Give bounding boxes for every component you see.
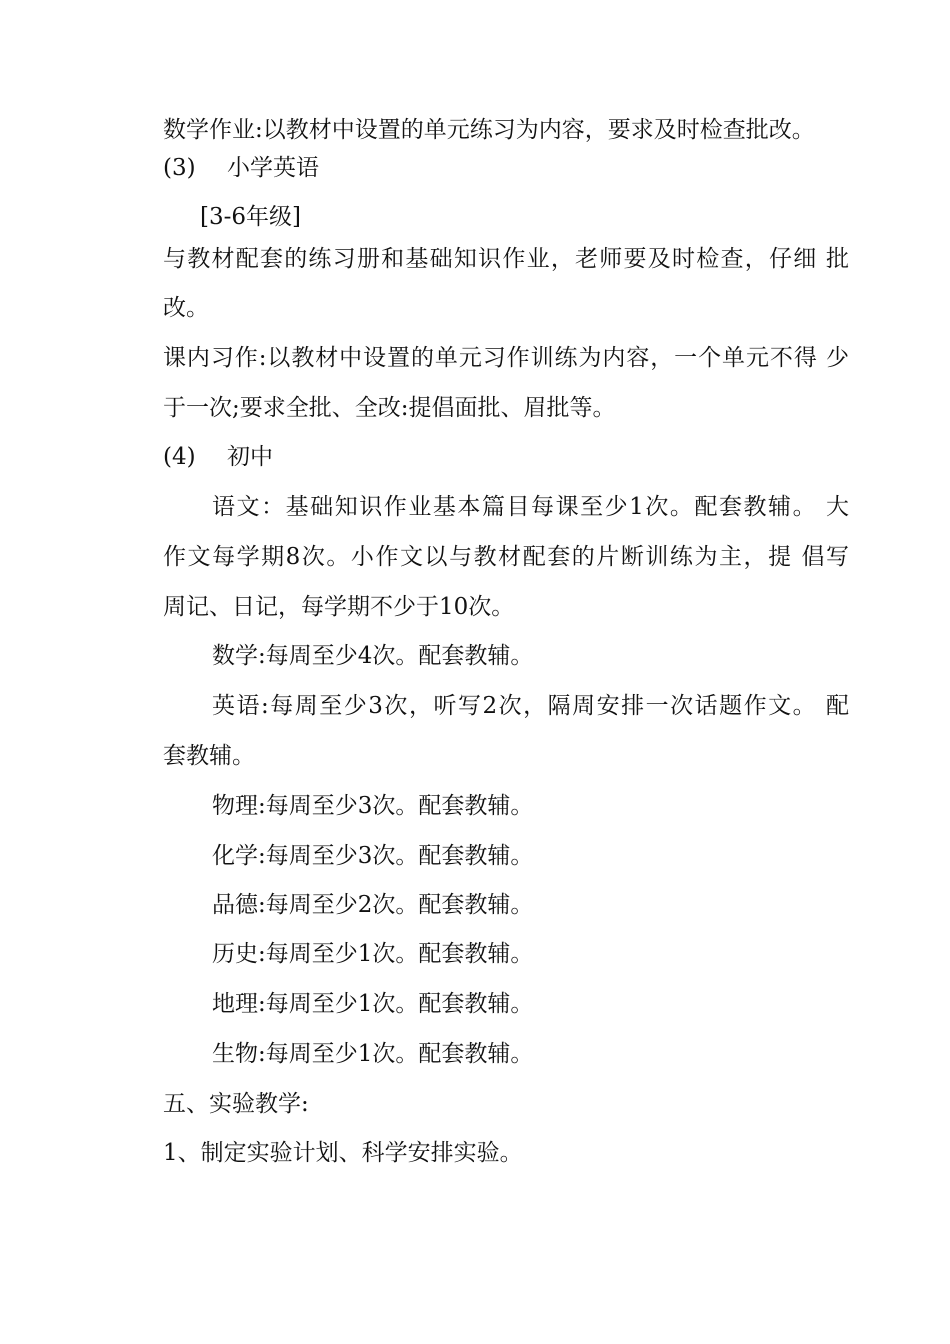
chinese-paragraph-line-1: 语文：基础知识作业基本篇目每课至少1次。配套教辅。 大 xyxy=(212,494,849,520)
geography-line: 地理:每周至少1次。配套教辅。 xyxy=(212,991,534,1017)
section-3-heading xyxy=(163,154,319,182)
essay-paragraph-line-1: 课内习作:以教材中设置的单元习作训练为内容，一个单元不得 少 xyxy=(163,345,849,371)
section-3-title: 小学英语 xyxy=(227,155,319,181)
section-4-title: 初中 xyxy=(227,444,273,470)
morality-line: 品德:每周至少2次。配套教辅。 xyxy=(212,892,534,918)
section-4-number: (4) xyxy=(163,444,196,470)
chinese-paragraph-line-3: 周记、日记，每学期不少于10次。 xyxy=(163,594,515,620)
grade-range: [3-6年级] xyxy=(200,204,301,230)
workbook-paragraph-line-1: 与教材配套的练习册和基础知识作业，老师要及时检查，仔细 批 xyxy=(163,246,849,272)
history-line: 历史:每周至少1次。配套教辅。 xyxy=(212,941,534,967)
math-line: 数学:每周至少4次。配套教辅。 xyxy=(212,643,534,669)
english-paragraph-line-1: 英语:每周至少3次，听写2次，隔周安排一次话题作文。 配 xyxy=(212,693,849,719)
workbook-paragraph-line-2: 改。 xyxy=(163,295,209,321)
math-homework-line: 数学作业:以教材中设置的单元练习为内容，要求及时检查批改。 xyxy=(163,117,815,143)
physics-line: 物理:每周至少3次。配套教辅。 xyxy=(212,793,534,819)
chinese-paragraph-line-2: 作文每学期8次。小作文以与教材配套的片断训练为主，提 倡写 xyxy=(163,544,849,570)
chemistry-line: 化学:每周至少3次。配套教辅。 xyxy=(212,843,534,869)
biology-line: 生物:每周至少1次。配套教辅。 xyxy=(212,1041,534,1067)
section-4-heading xyxy=(163,443,273,471)
section-5-heading: 五、实验教学: xyxy=(163,1091,309,1117)
english-paragraph-line-2: 套教辅。 xyxy=(163,743,255,769)
essay-paragraph-line-2: 于一次;要求全批、全改:提倡面批、眉批等。 xyxy=(163,395,616,421)
section-3-number: (3) xyxy=(163,155,196,181)
section-5-item-1: 1、制定实验计划、科学安排实验。 xyxy=(163,1140,523,1166)
